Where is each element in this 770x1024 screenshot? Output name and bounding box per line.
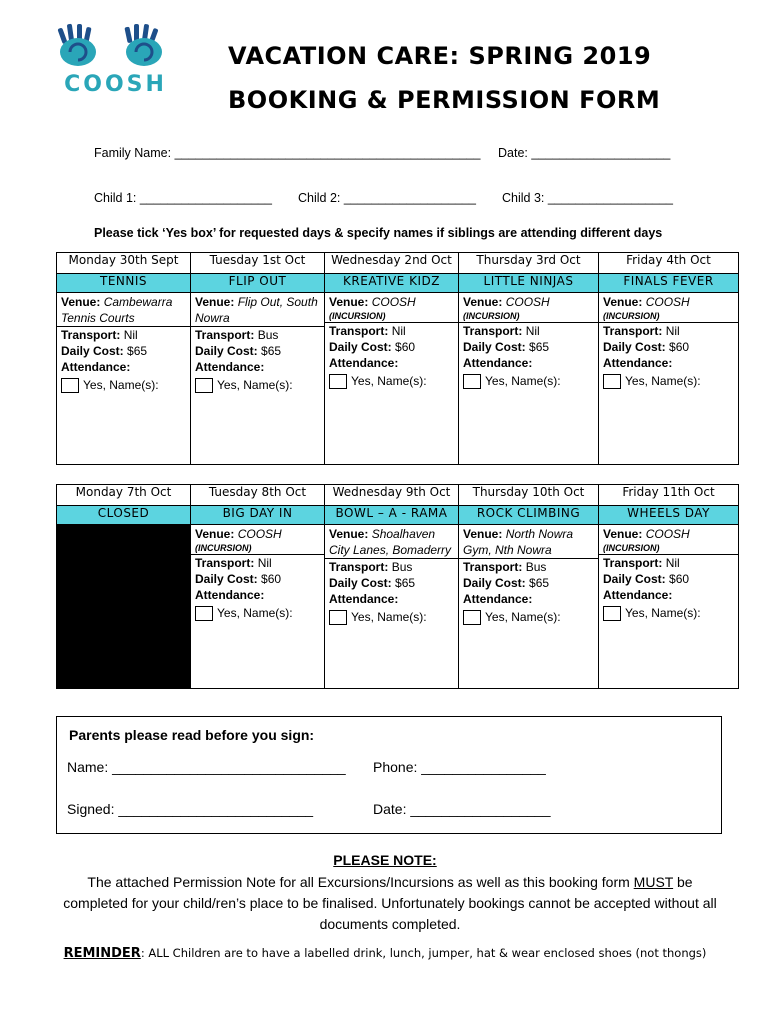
incursion-tag: (INCURSION) xyxy=(329,311,386,321)
parent-name-field[interactable]: Name: ______________________________ xyxy=(67,759,346,775)
venue-value: North Nowra Gym, Nth Nowra xyxy=(463,527,574,557)
venue-line xyxy=(195,294,320,326)
transport-value: Nil xyxy=(391,324,406,338)
cost-value: $65 xyxy=(395,576,416,590)
yes-row xyxy=(329,609,454,625)
cost-value: $65 xyxy=(261,344,282,358)
incursion-tag: (INCURSION) xyxy=(195,543,252,553)
transport-label: Transport: xyxy=(463,324,523,338)
child3-field[interactable]: Child 3: __________________ xyxy=(502,191,673,205)
yes-label: Yes, Name(s): xyxy=(485,610,561,624)
day-details xyxy=(191,293,325,465)
cost-label: Daily Cost: xyxy=(195,572,258,586)
reminder-text: : ALL Children are to have a labelled drink, lunch, jumper, hat & wear enclosed shoes (not thongs) xyxy=(140,946,707,960)
week1-table xyxy=(56,252,739,465)
transport-line xyxy=(61,327,186,343)
details xyxy=(599,525,738,622)
yes-label: Yes, Name(s): xyxy=(351,610,427,624)
details xyxy=(191,293,324,394)
cost-value: $60 xyxy=(395,340,416,354)
activity-name: BOWL – A - RAMA xyxy=(325,506,459,525)
note-text-after: be completed for your child/ren’s place to be finalised. Unfortunately bookings cannot be accepted without all documents completed. xyxy=(63,874,717,932)
details xyxy=(191,525,324,622)
attendance-label: Attendance: xyxy=(603,356,673,370)
cost-label: Daily Cost: xyxy=(603,572,666,586)
cost-label: Daily Cost: xyxy=(61,344,124,358)
cost-line xyxy=(195,343,320,359)
transport-value: Bus xyxy=(391,560,413,574)
day-header: Tuesday 8th Oct xyxy=(191,485,325,506)
cost-label: Daily Cost: xyxy=(603,340,666,354)
yes-row xyxy=(195,605,320,621)
venue-value: COOSH xyxy=(371,295,416,309)
activity-name: BIG DAY IN xyxy=(191,506,325,525)
family-name-field[interactable]: Family Name: ____________________________________________ xyxy=(94,146,481,160)
transport-value: Nil xyxy=(525,324,540,338)
attendance-label: Attendance: xyxy=(603,588,673,602)
transport-label: Transport: xyxy=(329,324,389,338)
note-text xyxy=(60,872,720,935)
details xyxy=(325,525,458,626)
day-header: Thursday 10th Oct xyxy=(459,485,599,506)
venue-line xyxy=(329,526,454,558)
parent-phone-field[interactable]: Phone: ________________ xyxy=(373,759,546,775)
venue-label: Venue: xyxy=(463,527,503,541)
transport-label: Transport: xyxy=(603,556,663,570)
venue-value: Shoalhaven City Lanes, Bomaderry xyxy=(329,527,452,557)
venue-line xyxy=(603,526,734,542)
transport-value: Nil xyxy=(665,556,680,570)
transport-label: Transport: xyxy=(329,560,389,574)
yes-row xyxy=(195,377,320,393)
cost-label: Daily Cost: xyxy=(195,344,258,358)
cost-label: Daily Cost: xyxy=(463,340,526,354)
day-header: Friday 11th Oct xyxy=(599,485,739,506)
yes-row xyxy=(603,373,734,389)
form-title-line1: VACATION CARE: SPRING 2019 xyxy=(228,42,652,70)
note-text-before: The attached Permission Note for all Excursions/Incursions as well as this booking form xyxy=(87,874,634,890)
attendance-label: Attendance: xyxy=(329,356,399,370)
attendance-label: Attendance: xyxy=(61,360,131,374)
attendance-label: Attendance: xyxy=(329,592,399,606)
venue-label: Venue: xyxy=(603,295,643,309)
day-details xyxy=(599,525,739,689)
venue-value: COOSH xyxy=(505,295,550,309)
day-details xyxy=(599,293,739,465)
cost-line xyxy=(603,571,734,587)
venue-value: COOSH xyxy=(237,527,282,541)
day-header: Monday 7th Oct xyxy=(57,485,191,506)
yes-label: Yes, Name(s): xyxy=(83,378,159,392)
note-must: MUST xyxy=(633,874,674,890)
transport-value: Nil xyxy=(665,324,680,338)
day-header: Thursday 3rd Oct xyxy=(459,253,599,274)
incursion-tag: (INCURSION) xyxy=(603,543,660,553)
cost-line xyxy=(603,339,734,355)
parents-signature-box xyxy=(56,716,722,834)
venue-value: COOSH xyxy=(645,295,690,309)
transport-label: Transport: xyxy=(195,328,255,342)
day-details xyxy=(459,525,599,689)
attendance-label: Attendance: xyxy=(195,588,265,602)
child2-field[interactable]: Child 2: ___________________ xyxy=(298,191,476,205)
cost-value: $65 xyxy=(529,576,550,590)
yes-row xyxy=(61,377,186,393)
yes-checkbox[interactable] xyxy=(603,606,621,621)
yes-row xyxy=(603,605,734,621)
yes-label: Yes, Name(s): xyxy=(351,374,427,388)
venue-value: Cambewarra Tennis Courts xyxy=(61,295,173,325)
activity-name: LITTLE NINJAS xyxy=(459,274,599,293)
transport-line xyxy=(195,555,320,571)
yes-label: Yes, Name(s): xyxy=(485,374,561,388)
parent-signed-field[interactable]: Signed: _________________________ xyxy=(67,801,314,817)
transport-line xyxy=(195,327,320,343)
venue-line xyxy=(463,294,594,310)
yes-checkbox[interactable] xyxy=(195,606,213,621)
parents-heading: Parents please read before you sign: xyxy=(69,727,315,743)
day-details xyxy=(325,293,459,465)
date-field[interactable]: Date: ____________________ xyxy=(498,146,671,160)
week2-table xyxy=(56,484,739,689)
venue-label: Venue: xyxy=(61,295,101,309)
yes-row xyxy=(329,373,454,389)
transport-value: Nil xyxy=(123,328,138,342)
yes-label: Yes, Name(s): xyxy=(625,374,701,388)
yes-checkbox[interactable] xyxy=(463,610,481,625)
cost-value: $60 xyxy=(669,572,690,586)
yes-checkbox[interactable] xyxy=(195,378,213,393)
details xyxy=(459,293,598,390)
transport-line xyxy=(463,323,594,339)
note-title: PLEASE NOTE: xyxy=(333,852,437,868)
day-details xyxy=(57,293,191,465)
venue-value: Flip Out, South Nowra xyxy=(195,295,318,325)
reminder-keyword: REMINDER xyxy=(63,946,141,961)
transport-line xyxy=(603,323,734,339)
coosh-logo xyxy=(48,22,183,102)
activity-name: CLOSED xyxy=(57,506,191,525)
day-header: Wednesday 2nd Oct xyxy=(325,253,459,274)
day-header: Tuesday 1st Oct xyxy=(191,253,325,274)
attendance-label: Attendance: xyxy=(463,592,533,606)
activity-name: ROCK CLIMBING xyxy=(459,506,599,525)
day-header: Monday 30th Sept xyxy=(57,253,191,274)
yes-checkbox[interactable] xyxy=(603,374,621,389)
details xyxy=(325,293,458,390)
details xyxy=(459,525,598,626)
activity-name: FLIP OUT xyxy=(191,274,325,293)
day-header: Wednesday 9th Oct xyxy=(325,485,459,506)
yes-row xyxy=(463,373,594,389)
details xyxy=(57,293,190,394)
activity-name: TENNIS xyxy=(57,274,191,293)
parent-date-field[interactable]: Date: __________________ xyxy=(373,801,551,817)
transport-label: Transport: xyxy=(195,556,255,570)
incursion-tag: (INCURSION) xyxy=(463,311,520,321)
reminder xyxy=(0,944,770,963)
transport-value: Bus xyxy=(525,560,547,574)
yes-checkbox[interactable] xyxy=(463,374,481,389)
cost-line xyxy=(61,343,186,359)
form-title-line2: BOOKING & PERMISSION FORM xyxy=(228,86,661,114)
cost-value: $60 xyxy=(669,340,690,354)
activity-name: KREATIVE KIDZ xyxy=(325,274,459,293)
cost-label: Daily Cost: xyxy=(329,576,392,590)
attendance-label: Attendance: xyxy=(463,356,533,370)
yes-label: Yes, Name(s): xyxy=(625,606,701,620)
closed-cell xyxy=(57,525,191,689)
transport-label: Transport: xyxy=(603,324,663,338)
transport-label: Transport: xyxy=(61,328,121,342)
yes-label: Yes, Name(s): xyxy=(217,378,293,392)
cost-line xyxy=(463,339,594,355)
cost-value: $65 xyxy=(127,344,148,358)
venue-label: Venue: xyxy=(329,295,369,309)
yes-checkbox[interactable] xyxy=(329,610,347,625)
venue-line xyxy=(329,294,454,310)
day-details xyxy=(325,525,459,689)
activity-name: WHEELS DAY xyxy=(599,506,739,525)
venue-label: Venue: xyxy=(195,527,235,541)
venue-label: Venue: xyxy=(329,527,369,541)
venue-line xyxy=(603,294,734,310)
activity-name: FINALS FEVER xyxy=(599,274,739,293)
venue-line xyxy=(195,526,320,542)
transport-value: Bus xyxy=(257,328,279,342)
venue-label: Venue: xyxy=(195,295,235,309)
attendance-label: Attendance: xyxy=(195,360,265,374)
cost-label: Daily Cost: xyxy=(329,340,392,354)
cost-value: $60 xyxy=(261,572,282,586)
transport-line xyxy=(329,323,454,339)
yes-label: Yes, Name(s): xyxy=(217,606,293,620)
venue-label: Venue: xyxy=(463,295,503,309)
details xyxy=(599,293,738,390)
venue-label: Venue: xyxy=(603,527,643,541)
transport-label: Transport: xyxy=(463,560,523,574)
cost-line xyxy=(329,575,454,591)
yes-row xyxy=(463,609,594,625)
day-details xyxy=(191,525,325,689)
logo-text: COOSH xyxy=(64,72,167,97)
transport-line xyxy=(463,559,594,575)
day-header: Friday 4th Oct xyxy=(599,253,739,274)
hands-icon xyxy=(48,22,183,72)
instruction-text: Please tick ‘Yes box’ for requested days & specify names if siblings are attending different days xyxy=(94,226,663,240)
transport-line xyxy=(329,559,454,575)
venue-line xyxy=(61,294,186,326)
cost-line xyxy=(463,575,594,591)
cost-line xyxy=(195,571,320,587)
yes-checkbox[interactable] xyxy=(61,378,79,393)
venue-value: COOSH xyxy=(645,527,690,541)
child1-field[interactable]: Child 1: ___________________ xyxy=(94,191,272,205)
incursion-tag: (INCURSION) xyxy=(603,311,660,321)
venue-line xyxy=(463,526,594,558)
cost-label: Daily Cost: xyxy=(463,576,526,590)
cost-line xyxy=(329,339,454,355)
transport-value: Nil xyxy=(257,556,272,570)
yes-checkbox[interactable] xyxy=(329,374,347,389)
transport-line xyxy=(603,555,734,571)
cost-value: $65 xyxy=(529,340,550,354)
day-details xyxy=(459,293,599,465)
